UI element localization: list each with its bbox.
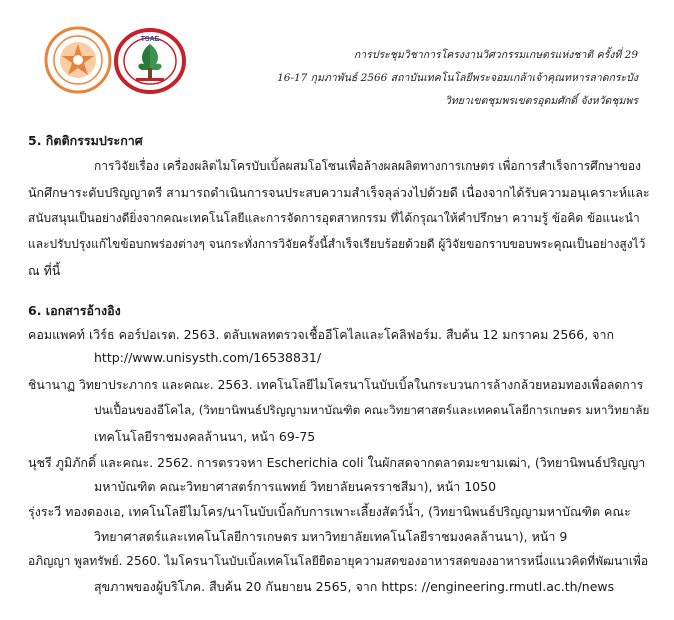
ack-line: ณ ที่นี้ — [28, 263, 61, 278]
tsae-logo-text: TSAE — [140, 36, 160, 43]
ack-line: นักศึกษาระดับปริญญาตรี สามารถดำเนินการจนประสบความสำเร็จลุล่วงไปด้วยดี เนื่องจากได้รับความอนุเคราะห์และ — [28, 185, 650, 200]
ack-line: และปรับปรุงแก้ไขข้อบกพร่องต่างๆ จนกระทั่งการวิจัยครั้งนี้สำเร็จเรียบร้อยด้วยดี ผู้วิจัยขอกราบขอบพระคุณเป็นอย่างสูงไว้ — [28, 237, 646, 251]
reference-line: นุชรี ภูมิภักดิ์ และคณะ. 2562. การตรวจหา Escherichia coli ในผักสดจากตลาดมะขามเฒ่า, (วิทยานิพนธ์ปริญญา — [28, 455, 646, 470]
reference-line: วิทยาศาสตร์และเทคโนโลยีการเกษตร มหาวิทยาลัยเทคโนโลยีราชมงคลล้านนา), หน้า 9 — [94, 529, 568, 544]
reference-line: ชินานาฏ วิทยาประภากร และคณะ. 2563. เทคโนโลยีไมโครนาโนบับเบิ้ลในกระบวนการล้างกล้วยหอมทองเพื่อลดการ — [28, 378, 644, 392]
reference-line: ปนเปื้อนของอีโคไล, (วิทยานิพนธ์ปริญญามหาบัณฑิต คณะวิทยาศาสตร์และเทคดนโลยีการเกษตร มหาวิทยาลัย — [94, 403, 650, 417]
reference-line: รุ่งระวี ทองดองเอ, เทคโนโลยีไมโคร/นาโนบับเบิ้ลกับการเพาะเลี้ยงสัตว์น้ำ, (วิทยานิพนธ์ปริญญามหาบัณฑิต คณะ — [28, 504, 631, 519]
tsae-logo — [114, 28, 186, 94]
ack-line: สนับสนุนเป็นอย่างดียิ่งจากคณะเทคโนโลยีและการจัดการอุตสาหกรรม ที่ได้กรุณาให้คำปรึกษา ความรู้ ข้อคิด ข้อแนะนำ — [28, 211, 640, 225]
reference-line: คอมแพคท์ เวิร์ธ คอร์ปอเรต. 2563. ตลับเพลทตรวจเชื้ออีโคไลและโคลิฟอร์ม. สืบค้น 12 มกราคม 2566, จาก — [28, 327, 615, 342]
references-heading: 6. เอกสารอ้างอิง — [28, 303, 121, 318]
conference-campus: วิทยาเขตชุมพรเขตรอุดมศักดิ์ จังหวัดชุมพร — [444, 95, 638, 107]
conference-date-venue: 16-17 กุมภาพันธ์ 2566 สถาบันเทคโนโลยีพระจอมเกล้าเจ้าคุณทหารลาดกระบัง — [277, 72, 638, 84]
reference-link[interactable]: http://www.unisysth.com/16538831/ — [94, 350, 322, 365]
reference-line: เทคโนโลยีราชมงคลล้านนา, หน้า 69-75 — [94, 429, 316, 444]
reference-line: มหาบัณฑิต คณะวิทยาศาสตร์การแพทย์ วิทยาลัยนครราชสีมา), หน้า 1050 — [94, 479, 497, 494]
acknowledgement-heading: 5. กิตติกรรมประกาศ — [28, 133, 143, 148]
conference-title: การประชุมวิชาการโครงงานวิศวกรรมเกษตรแห่งชาติ ครั้งที่ 29 — [353, 49, 638, 61]
reference-line: สุขภาพของผู้บริโภค. สืบค้น 20 กันยายน 2565, จาก https: //engineering.rmutl.ac.th/news — [94, 579, 615, 594]
ack-line: การวิจัยเรื่อง เครื่องผลิตไมโครบับเบิ้ลผสมโอโซนเพื่อล้างผลผลิตทางการเกษตร เพื่อการสำเร็จการศึกษาของ — [94, 159, 641, 173]
university-seal-logo — [44, 26, 112, 94]
reference-line: อภิญญา พูลทรัพย์. 2560. ไมโครนาโนบับเบิ้ลเทคโนโลยียืดอายุความสดของอาหารสดของอาหารหนึ่งแนวคิดที่พัฒนาเพื่อ — [28, 554, 649, 568]
